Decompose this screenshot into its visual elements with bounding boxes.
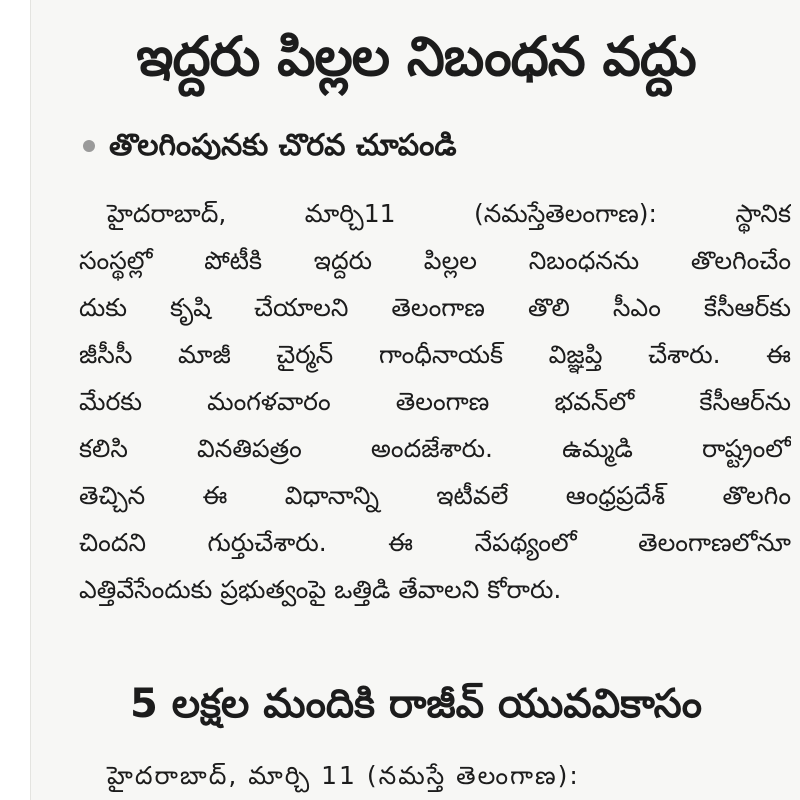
newspaper-clipping [30,0,800,800]
article-line: చిందని గుర్తుచేశారు. ఈ నేపథ్యంలో తెలంగాణలోనూ [79,528,791,557]
article-line: జీసీసీ మాజీ చైర్మన్ గాంధీనాయక్ విజ్ఞప్తి చేశారు. ఈ [79,340,791,369]
article-line: మేరకు మంగళవారం తెలంగాణ భవన్‌లో కేసీఆర్‌ను [79,387,791,416]
article-line: హైదరాబాద్, మార్చి11 (నమస్తేతెలంగాణ): స్థానిక [107,199,791,228]
article-line: సంస్థల్లో పోటీకి ఇద్దరు పిల్లల నిబంధనను తొలగించేం [79,246,791,275]
article-body [79,190,791,613]
article-line: ఎత్తివేసేందుకు ప్రభుత్వంపై ఒత్తిడి తేవాలని కోరారు. [79,575,562,604]
bullet-icon [83,140,95,152]
article-line: దుకు కృషి చేయాలని తెలంగాణ తొలి సీఎం కేసీఆర్‌కు [79,293,791,322]
article-line: కలిసి వినతిపత్రం అందజేశారు. ఉమ్మడి రాష్ట్రంలో [79,434,791,463]
article-line: తెచ్చిన ఈ విధానాన్ని ఇటీవలే ఆంధ్రప్రదేశ్ తొలగిం [79,481,791,510]
article-headline: ఇద్దరు పిల్లల నిబంధన వద్దు [136,25,696,88]
second-article-headline: 5 లక్షల మందికి రాజీవ్ యువవికాసం [130,681,702,727]
article-line: హైదరాబాద్, మార్చి 11 (నమస్తే తెలంగాణ): [107,761,580,790]
article-subheadline: తొలగింపునకు చొరవ చూపండి [109,128,457,163]
second-article-body [79,752,791,799]
subheadline-row [83,126,457,166]
